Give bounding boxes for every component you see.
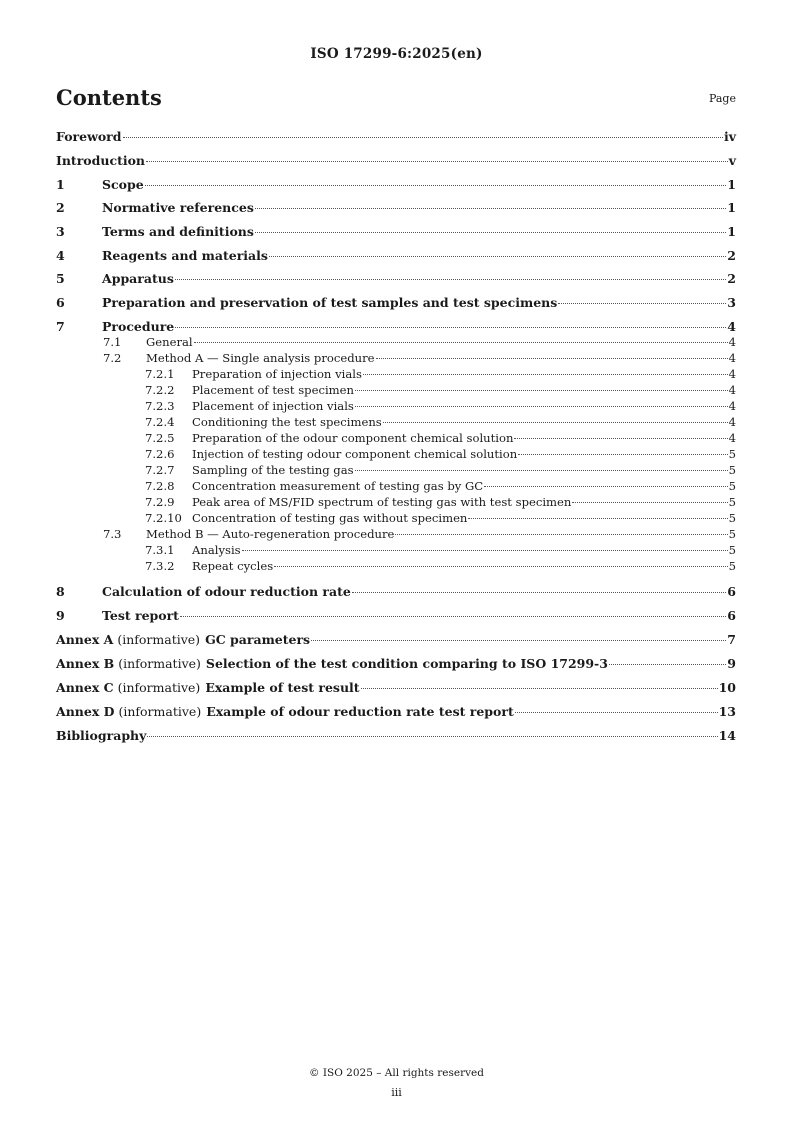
toc-entry-title: General bbox=[146, 335, 193, 349]
toc-annex-entry[interactable] bbox=[56, 704, 736, 719]
toc-entry-page: 5 bbox=[728, 463, 736, 477]
toc-entry-number: 2 bbox=[56, 200, 65, 215]
annex-label: Annex A bbox=[56, 632, 114, 647]
dot-leader bbox=[180, 616, 726, 617]
toc-entry-title: GC parameters bbox=[205, 632, 311, 647]
toc-entry-page: 4 bbox=[728, 367, 736, 381]
toc-entry-page: 5 bbox=[728, 495, 736, 509]
toc-entry[interactable] bbox=[56, 495, 736, 509]
toc-entry-title: Preparation of the odour component chemical solution bbox=[192, 431, 514, 445]
page-number: iii bbox=[391, 1086, 402, 1099]
toc-annex-entry[interactable] bbox=[56, 632, 736, 647]
toc-entry-title: Scope bbox=[102, 177, 144, 192]
toc-entry-page: 2 bbox=[727, 271, 736, 286]
toc-entry-number: 7.2.9 bbox=[145, 495, 175, 509]
toc-entry[interactable] bbox=[56, 543, 736, 557]
toc-entry-title: Concentration measurement of testing gas by GC bbox=[192, 479, 484, 493]
dot-leader bbox=[311, 640, 726, 641]
toc-entry-page: 6 bbox=[727, 608, 736, 623]
document-id-header: ISO 17299-6:2025(en) bbox=[310, 46, 483, 62]
toc-entry-title: Preparation of injection vials bbox=[192, 367, 362, 381]
dot-leader bbox=[363, 374, 728, 375]
toc-entry-title: Concentration of testing gas without specimen bbox=[192, 511, 468, 525]
toc-entry-number: 7.2.10 bbox=[145, 511, 182, 525]
toc-entry-title: Method B — Auto-regeneration procedure bbox=[146, 527, 395, 541]
dot-leader bbox=[175, 279, 726, 280]
toc-entry-number: 7.2.1 bbox=[145, 367, 175, 381]
toc-entry-number: 4 bbox=[56, 248, 65, 263]
dot-leader bbox=[146, 161, 728, 162]
toc-entry[interactable] bbox=[56, 463, 736, 477]
toc-entry[interactable] bbox=[56, 129, 736, 144]
annex-informative-note: (informative) bbox=[118, 704, 202, 719]
toc-entry-number: 7.2.8 bbox=[145, 479, 175, 493]
toc-entry[interactable] bbox=[56, 335, 736, 349]
dot-leader bbox=[484, 486, 727, 487]
toc-entry-title: Bibliography bbox=[56, 728, 147, 743]
dot-leader bbox=[383, 422, 728, 423]
dot-leader bbox=[572, 502, 727, 503]
toc-entry[interactable] bbox=[56, 431, 736, 445]
toc-entry-page: 13 bbox=[718, 704, 736, 719]
toc-entry[interactable] bbox=[56, 319, 736, 334]
toc-entry-title: Selection of the test condition comparing to ISO 17299-3 bbox=[205, 656, 608, 671]
page-column-label: Page bbox=[708, 92, 736, 105]
toc-entry-number: 7.3 bbox=[103, 527, 122, 541]
toc-entry-number: 7.2.6 bbox=[145, 447, 175, 461]
toc-entry-title: Reagents and materials bbox=[102, 248, 268, 263]
toc-entry-title: Preparation and preservation of test samples and test specimens bbox=[102, 295, 558, 310]
toc-entry-number: 1 bbox=[56, 177, 65, 192]
dot-leader bbox=[395, 534, 727, 535]
toc-entry[interactable] bbox=[56, 224, 736, 239]
annex-informative-note: (informative) bbox=[117, 680, 201, 695]
dot-leader bbox=[515, 712, 718, 713]
toc-entry-page: 5 bbox=[728, 447, 736, 461]
toc-entry-page: 2 bbox=[727, 248, 736, 263]
toc-entry[interactable] bbox=[56, 479, 736, 493]
toc-entry-number: 7.2.7 bbox=[145, 463, 175, 477]
dot-leader bbox=[468, 518, 727, 519]
toc-entry-title: Procedure bbox=[102, 319, 175, 334]
toc-entry-title: Peak area of MS/FID spectrum of testing gas with test specimen bbox=[192, 495, 572, 509]
toc-entry-page: 5 bbox=[728, 527, 736, 541]
toc-entry-title: Placement of injection vials bbox=[192, 399, 354, 413]
toc-entry-page: 5 bbox=[728, 479, 736, 493]
dot-leader bbox=[361, 688, 718, 689]
toc-entry-page: 4 bbox=[728, 431, 736, 445]
dot-leader bbox=[352, 592, 726, 593]
toc-entry-page: 1 bbox=[727, 200, 736, 215]
toc-entry-page: 4 bbox=[728, 383, 736, 397]
toc-entry-page: 4 bbox=[728, 335, 736, 349]
dot-leader bbox=[242, 550, 728, 551]
toc-entry-title: Repeat cycles bbox=[192, 559, 274, 573]
toc-entry-page: 4 bbox=[728, 399, 736, 413]
toc-entry[interactable] bbox=[56, 177, 736, 192]
toc-entry-title: Analysis bbox=[192, 543, 241, 557]
toc-entry-title: Calculation of odour reduction rate bbox=[102, 584, 351, 599]
dot-leader bbox=[145, 185, 727, 186]
toc-entry-number: 7 bbox=[56, 319, 65, 334]
toc-entry-number: 7.2.5 bbox=[145, 431, 175, 445]
toc-entry-page: 14 bbox=[718, 728, 736, 743]
toc-entry[interactable] bbox=[56, 248, 736, 263]
dot-leader bbox=[376, 358, 728, 359]
annex-informative-note: (informative) bbox=[117, 632, 201, 647]
dot-leader bbox=[255, 208, 726, 209]
toc-entry-title: Placement of test specimen bbox=[192, 383, 354, 397]
dot-leader bbox=[255, 232, 726, 233]
toc-entry[interactable] bbox=[56, 728, 736, 743]
toc-entry[interactable] bbox=[56, 399, 736, 413]
dot-leader bbox=[194, 342, 728, 343]
annex-label: Annex D bbox=[56, 704, 115, 719]
toc-entry-title: Example of test result bbox=[205, 680, 360, 695]
toc-entry-page: 9 bbox=[727, 656, 736, 671]
toc-entry-title: Injection of testing odour component chemical solution bbox=[192, 447, 518, 461]
toc-entry-title: Test report bbox=[102, 608, 179, 623]
toc-entry-number: 7.3.2 bbox=[145, 559, 175, 573]
toc-entry-number: 7.1 bbox=[103, 335, 122, 349]
toc-entry[interactable] bbox=[56, 271, 736, 286]
toc-entry-title: Conditioning the test specimens bbox=[192, 415, 382, 429]
toc-entry-page: 5 bbox=[728, 511, 736, 525]
toc-entry-page: 10 bbox=[718, 680, 736, 695]
toc-entry[interactable] bbox=[56, 584, 736, 599]
toc-entry-number: 5 bbox=[56, 271, 65, 286]
toc-annex-entry[interactable] bbox=[56, 680, 736, 695]
toc-entry-page: 1 bbox=[727, 224, 736, 239]
toc-entry[interactable] bbox=[56, 351, 736, 365]
toc-entry-number: 6 bbox=[56, 295, 65, 310]
dot-leader bbox=[269, 256, 726, 257]
toc-entry-title: Method A — Single analysis procedure bbox=[146, 351, 375, 365]
toc-entry-title: Introduction bbox=[56, 153, 146, 168]
dot-leader bbox=[123, 137, 723, 138]
toc-entry-page: 4 bbox=[728, 415, 736, 429]
dot-leader bbox=[175, 327, 726, 328]
toc-entry-number: 8 bbox=[56, 584, 65, 599]
copyright-notice: © ISO 2025 – All rights reserved bbox=[309, 1067, 484, 1079]
toc-entry-page: 5 bbox=[728, 543, 736, 557]
toc-entry-number: 3 bbox=[56, 224, 65, 239]
dot-leader bbox=[558, 303, 726, 304]
toc-entry-number: 7.2.3 bbox=[145, 399, 175, 413]
toc-entry-title: Normative references bbox=[102, 200, 254, 215]
annex-informative-note: (informative) bbox=[118, 656, 201, 671]
toc-entry-title: Sampling of the testing gas bbox=[192, 463, 354, 477]
toc-entry[interactable] bbox=[56, 153, 736, 168]
toc-entry-title: Apparatus bbox=[102, 271, 174, 286]
toc-annex-entry[interactable] bbox=[56, 656, 736, 671]
toc-entry[interactable] bbox=[56, 200, 736, 215]
toc-entry-number: 7.2.2 bbox=[145, 383, 175, 397]
toc-entry[interactable] bbox=[56, 383, 736, 397]
toc-entry-title: Foreword bbox=[56, 129, 122, 144]
dot-leader bbox=[518, 454, 727, 455]
dot-leader bbox=[147, 736, 717, 737]
dot-leader bbox=[274, 566, 727, 567]
toc-entry-page: iv bbox=[723, 129, 736, 144]
annex-label: Annex C bbox=[56, 680, 114, 695]
toc-entry-page: 3 bbox=[727, 295, 736, 310]
toc-entry[interactable] bbox=[56, 527, 736, 541]
toc-entry-number: 9 bbox=[56, 608, 65, 623]
toc-entry[interactable] bbox=[56, 559, 736, 573]
toc-entry[interactable] bbox=[56, 367, 736, 381]
toc-entry-page: 4 bbox=[727, 319, 736, 334]
toc-entry-title: Terms and definitions bbox=[102, 224, 254, 239]
toc-entry-page: 5 bbox=[728, 559, 736, 573]
toc-entry[interactable] bbox=[56, 511, 736, 525]
toc-entry-number: 7.2 bbox=[103, 351, 122, 365]
toc-entry[interactable] bbox=[56, 415, 736, 429]
toc-entry-page: 6 bbox=[727, 584, 736, 599]
annex-label: Annex B bbox=[56, 656, 115, 671]
dot-leader bbox=[355, 470, 728, 471]
toc-entry[interactable] bbox=[56, 295, 736, 310]
toc-entry-page: 1 bbox=[727, 177, 736, 192]
toc-entry[interactable] bbox=[56, 608, 736, 623]
contents-title: Contents bbox=[56, 85, 162, 110]
toc-entry-page: v bbox=[728, 153, 736, 168]
toc-entry-number: 7.2.4 bbox=[145, 415, 175, 429]
dot-leader bbox=[514, 438, 727, 439]
dot-leader bbox=[609, 664, 726, 665]
toc-entry-page: 7 bbox=[727, 632, 736, 647]
toc-entry-title: Example of odour reduction rate test report bbox=[206, 704, 514, 719]
toc-entry[interactable] bbox=[56, 447, 736, 461]
toc-entry-number: 7.3.1 bbox=[145, 543, 175, 557]
dot-leader bbox=[355, 390, 728, 391]
toc-entry-page: 4 bbox=[728, 351, 736, 365]
dot-leader bbox=[355, 406, 728, 407]
